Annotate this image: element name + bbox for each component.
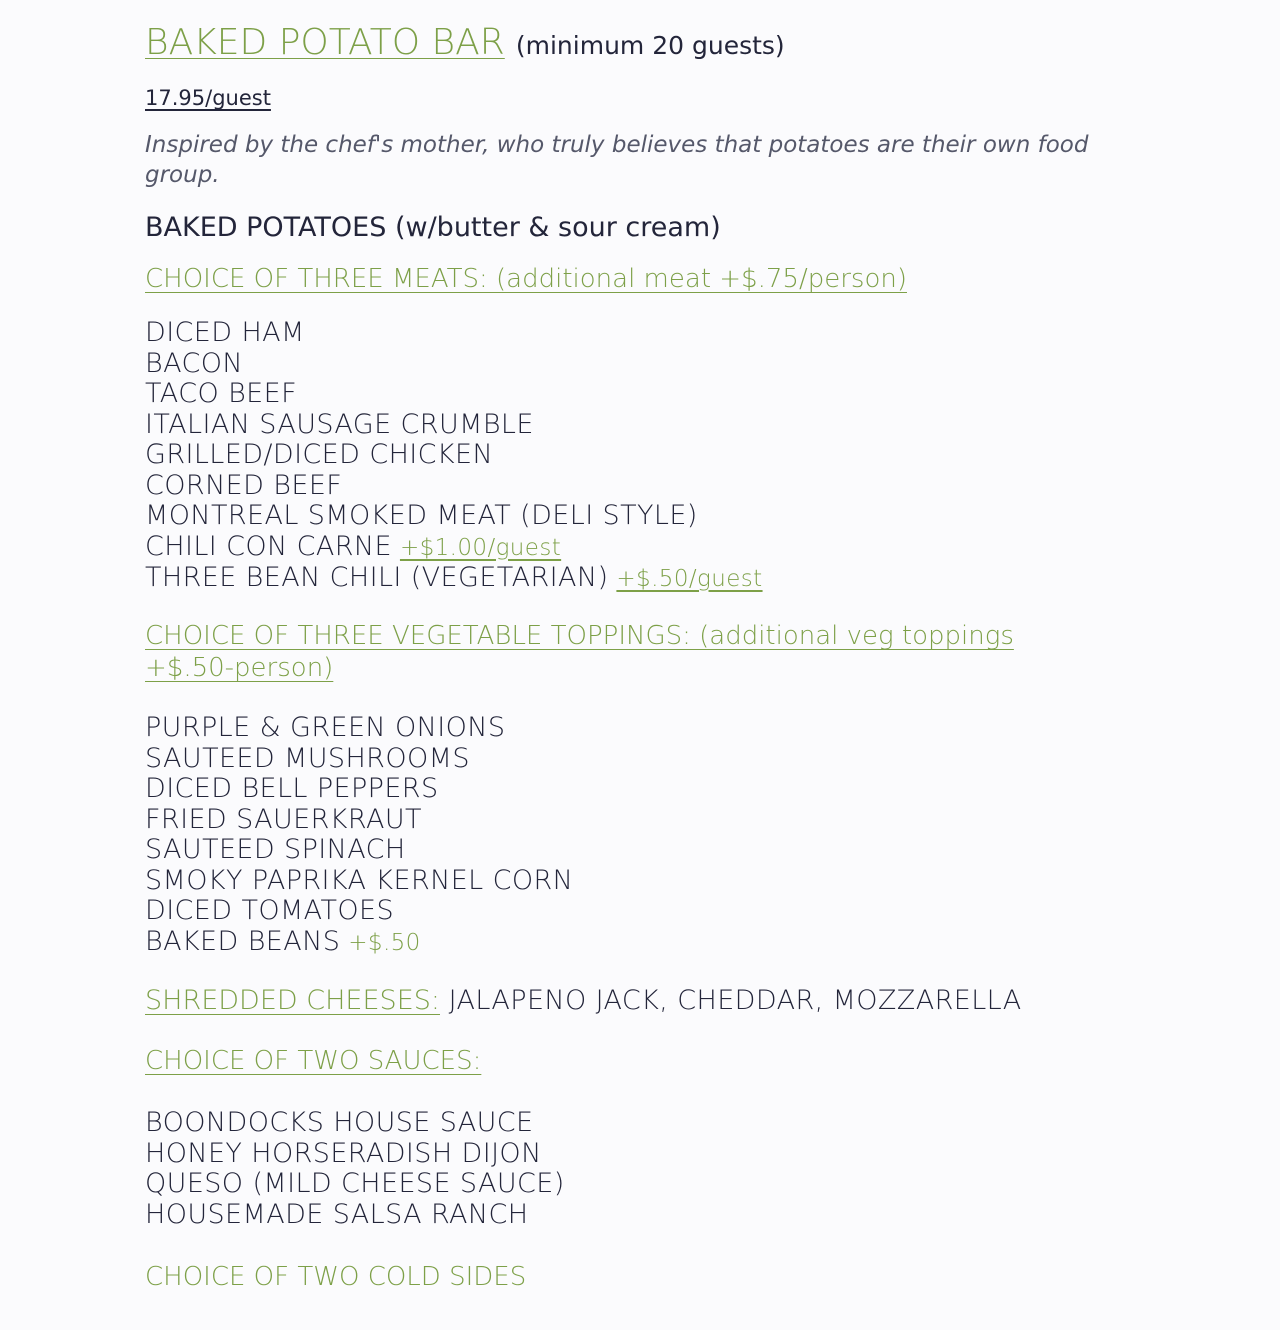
list-item	[145, 532, 763, 564]
list-item	[145, 866, 573, 897]
item-surcharge: +$.50/guest	[616, 566, 763, 592]
list-item	[145, 410, 763, 441]
item-name: FRIED SAUERKRAUT	[145, 803, 422, 835]
list-item	[145, 1139, 565, 1170]
list-item	[145, 805, 573, 836]
item-name: BACON	[145, 347, 243, 379]
item-name: HOUSEMADE SALSA RANCH	[145, 1198, 529, 1230]
list-item	[145, 563, 763, 595]
veg-list	[145, 713, 573, 958]
list-item	[145, 471, 763, 502]
list-item	[145, 835, 573, 866]
item-name: CHILI CON CARNE	[145, 530, 392, 562]
item-name: BAKED BEANS	[145, 925, 341, 957]
list-item	[145, 744, 573, 775]
item-name: BOONDOCKS HOUSE SAUCE	[145, 1107, 534, 1138]
item-name: MONTREAL SMOKED MEAT (DELI STYLE)	[145, 500, 698, 531]
item-name: TACO BEEF	[145, 378, 298, 409]
menu-subtitle: (minimum 20 guests)	[515, 31, 785, 60]
item-name: DICED BELL PEPPERS	[145, 773, 439, 804]
list-item	[145, 1169, 565, 1200]
cheeses-line	[145, 985, 1022, 1016]
sauces-list	[145, 1108, 565, 1230]
item-name: THREE BEAN CHILI (VEGETARIAN)	[145, 562, 609, 593]
list-item	[145, 1200, 565, 1231]
title-line	[145, 22, 785, 63]
item-name: HONEY HORSERADISH DIJON	[145, 1137, 542, 1169]
list-item	[145, 379, 763, 410]
list-item	[145, 713, 573, 744]
item-name: CORNED BEEF	[145, 469, 343, 501]
item-name: SMOKY PAPRIKA KERNEL CORN	[145, 864, 574, 896]
intro-text: Inspired by the chef's mother, who truly believes that potatoes are their own food group.	[145, 132, 1089, 188]
list-item	[145, 896, 573, 927]
meats-list	[145, 318, 763, 595]
cold-sides-heading: CHOICE OF TWO COLD SIDES	[145, 1262, 527, 1292]
list-item	[145, 774, 573, 805]
base-item: BAKED POTATOES (w/butter & sour cream)	[145, 212, 721, 243]
sauces-heading: CHOICE OF TWO SAUCES:	[145, 1046, 482, 1076]
list-item	[145, 440, 763, 471]
item-name: PURPLE & GREEN ONIONS	[145, 712, 506, 743]
list-item	[145, 349, 763, 380]
item-name: GRILLED/DICED CHICKEN	[145, 439, 494, 470]
item-surcharge: +$.50	[348, 929, 421, 956]
menu-title: BAKED POTATO BAR	[145, 22, 505, 63]
list-item	[145, 1108, 565, 1139]
item-name: DICED TOMATOES	[145, 895, 394, 926]
item-name: QUESO (MILD CHEESE SAUCE)	[145, 1168, 565, 1199]
price-per-guest: 17.95/guest	[145, 86, 271, 110]
veg-heading: CHOICE OF THREE VEGETABLE TOPPINGS: (additional veg toppings +$.50-person)	[145, 621, 1014, 683]
cheeses-label: SHREDDED CHEESES:	[145, 985, 440, 1016]
meats-heading: CHOICE OF THREE MEATS: (additional meat +$.75/person)	[145, 264, 907, 294]
list-item	[145, 927, 573, 959]
list-item	[145, 318, 763, 349]
item-surcharge: +$1.00/guest	[399, 534, 562, 561]
item-name: ITALIAN SAUSAGE CRUMBLE	[145, 408, 534, 440]
cheeses-value: JALAPENO JACK, CHEDDAR, MOZZARELLA	[448, 985, 1022, 1016]
list-item	[145, 501, 763, 532]
item-name: DICED HAM	[145, 317, 305, 348]
item-name: SAUTEED SPINACH	[145, 834, 406, 865]
item-name: SAUTEED MUSHROOMS	[145, 742, 470, 774]
